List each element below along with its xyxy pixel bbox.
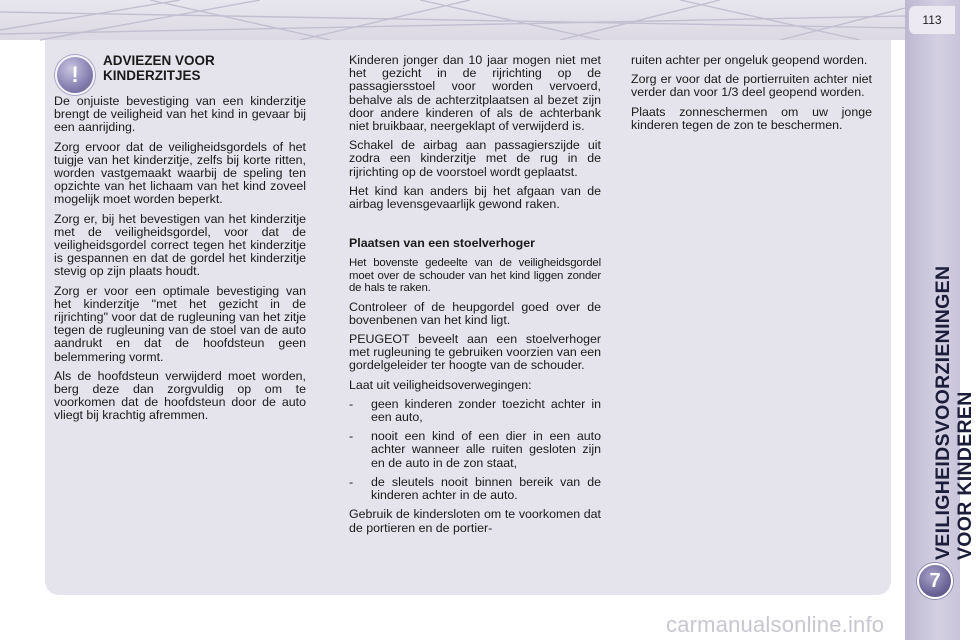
list-marker: - xyxy=(349,429,354,444)
body-paragraph: Kinderen jonger dan 10 jaar mogen niet met het gezicht in de rijrichting op de passagiersstoel voor worden vervoerd, behalve als de achterzitplaatsen al bezet zijn door andere kinderen of als de achterbank niet bruikbaar, neergeklapt of verwijderd is. xyxy=(349,53,601,134)
section-subheading: Plaatsen van een stoelverhoger xyxy=(349,236,535,251)
advice-paragraph: Zorg er voor een optimale bevestiging van het kinderzitje "met het gezicht in de rijrichting" voor dat de rugleuning van het zitje tegen de rugleuning van de stoel van de auto aandrukt en dat de hoofdsteun geen belemmering vormt. xyxy=(54,283,306,364)
body-paragraph: PEUGEOT beveelt aan een stoelverhoger met rugleuning te gebruiken voorzien van een gordelgeleider ter hoogte van de schouder. xyxy=(349,332,601,373)
body-paragraph: ruiten achter per ongeluk geopend worden. xyxy=(631,53,868,67)
small-paragraph: Het bovenste gedeelte van de veiligheidsgordel moet over de schouder van het kind liggen zonder de hals te raken. xyxy=(349,257,601,295)
chapter-number-badge: 7 xyxy=(917,563,953,599)
list-item xyxy=(349,430,601,470)
body-paragraph: Schakel de airbag aan passagierszijde uit zodra een kinderzitje met de rug in de rijrichting op de voorstoel wordt geplaatst. xyxy=(349,138,601,179)
body-paragraph: Zorg er voor dat de portierruiten achter niet verder dan voor 1/3 deel geopend worden. xyxy=(631,72,872,100)
body-paragraph: Gebruik de kindersloten om te voorkomen dat de portieren en de portier- xyxy=(349,507,601,535)
list-item xyxy=(349,398,601,424)
decorative-header-banner xyxy=(0,0,905,40)
advice-paragraph: Zorg ervoor dat de veiligheidsgordels of het tuigje van het kinderzitje, zelfs bij korte ritten, worden vastgemaakt waarbij de speling ten opzichte van het lichaam van het kind zoveel mogelijk moet worden beperkt. xyxy=(54,139,306,207)
page-number: 113 xyxy=(909,6,955,34)
list-item-text: de sleutels nooit binnen bereik van de kinderen achter in de auto. xyxy=(371,474,601,503)
chapter-title-line1: VEILIGHEIDSVOORZIENINGEN xyxy=(932,265,954,560)
list-marker: - xyxy=(349,396,354,411)
body-paragraph: Controleer of de heupgordel goed over de bovenbenen van het kind ligt. xyxy=(349,299,601,327)
body-paragraph: Plaats zonneschermen om uw jonge kinderen tegen de zon te beschermen. xyxy=(631,104,872,132)
middle-column xyxy=(349,54,601,541)
chapter-title-line2: VOOR KINDEREN xyxy=(954,391,976,560)
banner-pattern xyxy=(0,0,905,40)
list-item-text: nooit een kind of een dier in een auto achter wanneer alle ruiten gesloten zijn en de auto in de zon staat, xyxy=(371,429,601,470)
watermark-text: carmanualsonline.info xyxy=(666,612,885,637)
body-paragraph: Laat uit veiligheidsoverwegingen: xyxy=(349,377,532,392)
chapter-title-vertical xyxy=(905,200,976,560)
advice-paragraph: De onjuiste bevestiging van een kinderzitje brengt de veiligheid van het kind in gevaar bij een aanrijding. xyxy=(54,94,306,135)
advice-column xyxy=(54,95,306,429)
body-paragraph: Het kind kan anders bij het afgaan van de airbag levensgevaarlijk gewond raken. xyxy=(349,183,601,212)
advice-paragraph: Zorg er, bij het bevestigen van het kinderzitje met de veiligheidsgordel, voor dat de veiligheidsgordel correct tegen het kinderzitje is gespannen en dat de gordel het kinderzitje stevig op zijn plaats houdt. xyxy=(54,211,306,279)
advice-box-title: ADVIEZEN VOOR KINDERZITJES xyxy=(103,53,215,83)
right-column xyxy=(631,54,872,138)
advice-paragraph: Als de hoofdsteun verwijderd moet worden, berg deze dan zorgvuldig op om te voorkomen dat de hoofdsteun door de auto vliegt bij krachtig afremmen. xyxy=(54,368,306,423)
list-marker: - xyxy=(349,474,354,489)
list-item xyxy=(349,476,601,502)
warning-exclamation-icon: ! xyxy=(55,55,95,95)
list-item-text: geen kinderen zonder toezicht achter in een auto, xyxy=(371,396,601,425)
